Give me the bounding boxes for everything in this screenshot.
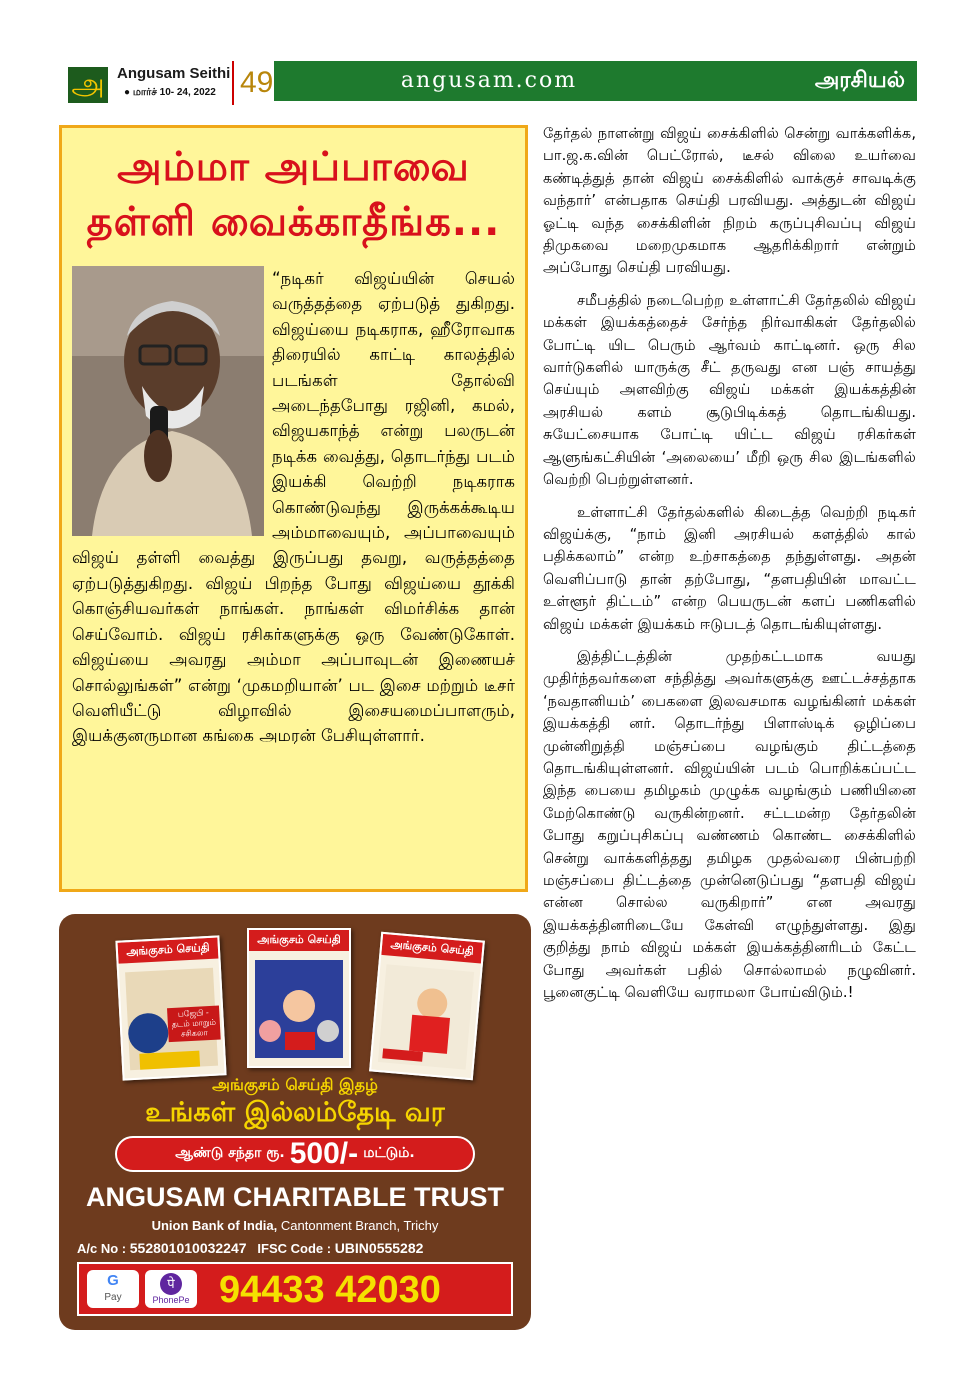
- story-body: [72, 266, 515, 749]
- ad-tagline: அங்குசம் செய்தி இதழ்: [212, 1075, 378, 1094]
- paragraph: சமீபத்தில் நடைபெற்ற உள்ளாட்சி தேர்தலில் விஜய் மக்கள் இயக்கத்தைச் சேர்ந்த நிர்வாகிகள் தேர்தலில் போட்டி யிட பெரும் ஆர்வம் காட்டினர். ஒரு சில வார்டுகளில் யாருக்கு சீட் தருவது என பஞ் சாயத்து செய்யும் அளவிற்கு விஜய் மக்கள் இயக்கத்தின் அரசியல் களம் சூடுபிடிக்கத் தொடங்கியது. சுயேட்சையாக போட்டி யிட்ட விஜய் ரசிகர்கள் ஆளுங்கட்சியின் ‘அலையை’ மீறி ஒரு சில இடங்களில் வெற்றி பெற்றுள்ளனர்.: [543, 291, 916, 489]
- headline-line-1: அம்மா அப்பாவை: [117, 144, 470, 190]
- price-amount: 500/-: [289, 1137, 359, 1170]
- magazine-title: அங்குசம் செய்தி: [381, 934, 482, 964]
- publication-logo: அ: [68, 67, 108, 103]
- paragraph: தேர்தல் நாளன்று விஜய் சைக்கிளில் சென்று வாக்களிக்க, பா.ஜ.க.வின் பெட்ரோல், டீசல் விலை உயர்வை கண்டித்துத் தான் விஜய் சைக்கிளில் வாக்குச் சாவடிக்கு வந்தார்’ என்பதாக செய்தி பரவியது. அத்துடன் விஜய் ஓட்டி வந்த சைக்கிளின் நிறம் கருப்புசிவப்பு விஜய் திமுகவை மறைமுகமாக ஆதரிக்கிறார் என்றும் அப்போது செய்தி பரவியது.: [543, 125, 916, 277]
- price-prefix: ஆண்டு சந்தா ரூ.: [175, 1145, 285, 1161]
- magazine-art: [125, 968, 218, 1070]
- trust-name: ANGUSAM CHARITABLE TRUST: [86, 1182, 504, 1212]
- magazine-cover-2: [247, 928, 351, 1068]
- photo-spacer: [72, 266, 272, 542]
- paragraph: உள்ளாட்சி தேர்தல்களில் கிடைத்த வெற்றி நடிகர் விஜய்க்கு, “நாம் இனி அரசியல் களத்தில் கால் பதிக்கலாம்” என்ற உற்சாகத்தை தந்துள்ளது. அதன் வெளிப்பாடு தான் தற்போது, “தளபதியின் மாவட்ட உள்ளூர் திட்டம்” என்ற பெயருடன் களப் பணிகளில் விஜய் மக்கள் இயக்கம் ஈடுபடத் தொடங்கியுள்ளது.: [543, 503, 916, 633]
- section-label: அரசியல்: [814, 68, 905, 93]
- magazine-title: அங்குசம் செய்தி: [118, 937, 219, 963]
- ifsc-code: UBIN0555282: [334, 1240, 424, 1256]
- magazine-art: [255, 960, 343, 1058]
- bank-details: [59, 1218, 531, 1233]
- price-suffix: மட்டும்.: [363, 1145, 415, 1161]
- speaker-photo: [72, 266, 264, 536]
- subscription-price: [115, 1136, 475, 1172]
- phone-number: 94433 42030: [219, 1269, 441, 1311]
- account-label: A/c No :: [77, 1241, 127, 1256]
- ifsc-label: IFSC Code :: [257, 1241, 332, 1256]
- magazine-art: [378, 964, 474, 1069]
- account-details: [77, 1240, 423, 1256]
- bank-name: Union Bank of India,: [151, 1218, 278, 1233]
- paragraph: இத்திட்டத்தின் முதற்கட்டமாக வயது முதிர்ந்தவர்களை சந்தித்து அவர்களுக்கு ஊட்டச்சத்தாக ‘நவதானியம்’ பைகளை இலவசமாக வழங்கினர் மக்கள் இயக்கத்தி னர். தொடர்ந்து பிளாஸ்டிக் ஒழிப்பை முன்னிறுத்தி மஞ்சப்பை வழங்கும் திட்டத்தை தொடங்கியுள்ளனர். விஜய்யின் படம் பொறிக்கப்பட்ட இந்த பையை தமிழகம் முழுக்க வழங்கும் பணியினை மேற்கொண்டு வருகின்றனர். சட்டமன்ற தேர்தலின் போது கறுப்புசிகப்பு வண்ணம் கொண்ட சைக்கிளில் சென்று வாக்களித்தது தமிழக முதல்வரை பின்பற்றி மஞ்சப்பை திட்டத்தை முன்னெடுப்பது “தளபதி விஜய் என்ன சொல்ல வருகிறார்” என அவரது இயக்கத்தினரிடையே கேள்வி எழுந்துள்ளது. இது குறித்து நாம் விஜய் மக்கள் இயக்கத்தினரிடம் கேட்ட போது அவர்கள் பதில் சொல்லாமல் நழுவினர். பூனைகுட்டி வெளியே வராமலா போய்விடும்.!: [543, 647, 916, 1002]
- phonepe-label: PhonePe: [152, 1295, 190, 1305]
- bank-branch: Cantonment Branch, Trichy: [280, 1218, 439, 1233]
- magazine-cover-3: [369, 932, 485, 1081]
- header-bar: [274, 61, 917, 101]
- website-url: angusam.com: [400, 68, 578, 93]
- story-box: [59, 125, 528, 892]
- magazine-cover-1: [115, 935, 226, 1080]
- phonepe-icon: पे PhonePe: [145, 1270, 197, 1308]
- account-number: 552801010032247: [129, 1240, 247, 1256]
- magazine-cover-text: பஜேபி - தடம் மாறும் சசிகலா: [167, 1005, 221, 1042]
- publication-name: Angusam Seithi: [117, 65, 231, 82]
- page-number: 49: [232, 61, 273, 105]
- story-headline: [62, 140, 525, 250]
- headline-line-2: தள்ளி வைக்காதீங்க...: [86, 199, 501, 245]
- page-header: [62, 61, 917, 105]
- subscription-ad: [59, 914, 531, 1330]
- story-text: “நடிகர் விஜய்யின் செயல் வருத்தத்தை ஏற்படுத் துகிறது. விஜய்யை நடிகராக, ஹீரோவாக திரையில் காட்டி காலத்தில் படங்கள் தோல்வி அடைந்தபோது ரஜினி, கமல், விஜயகாந்த் என்று பலருடன் நடிக்க வைத்து, தொடர்ந்து படம் இயக்கி வெற்றி நடிகராக கொண்டுவந்து இருக்கக்கூடிய அம்மாவையும், அப்பாவையும் விஜய் தள்ளி வைத்து இருப்பது தவறு, வருத்தத்தை ஏற்படுத்துகிறது. விஜய் பிறந்த போது விஜய்யை தூக்கி கொஞ்சியவர்கள் நாங்கள். நாங்கள் விமர்சிக்க தான் செய்வோம். விஜய் ரசிகர்களுக்கு ஒரு வேண்டுகோள். விஜய்யை அவரது அம்மா அப்பாவுடன் இணையச் சொல்லுங்கள்” என்று ‘முகமறியான்’ பட இசை மற்றும் டீசர் வெளியீட்டு விழாவில் இசையமைப்பாளரும், இயக்குனருமான கங்கை அமரன் பேசியுள்ளார்.: [72, 269, 515, 746]
- gpay-icon: G Pay: [87, 1270, 139, 1308]
- magazine-title: அங்குசம் செய்தி: [249, 930, 349, 951]
- article-column: [543, 123, 916, 1014]
- issue-date: ● மார்ச் 10- 24, 2022: [124, 87, 216, 98]
- phone-box: [77, 1262, 513, 1316]
- gpay-label: Pay: [104, 1292, 122, 1303]
- ad-headline: உங்கள் இல்லம்தேடி வர: [145, 1097, 445, 1128]
